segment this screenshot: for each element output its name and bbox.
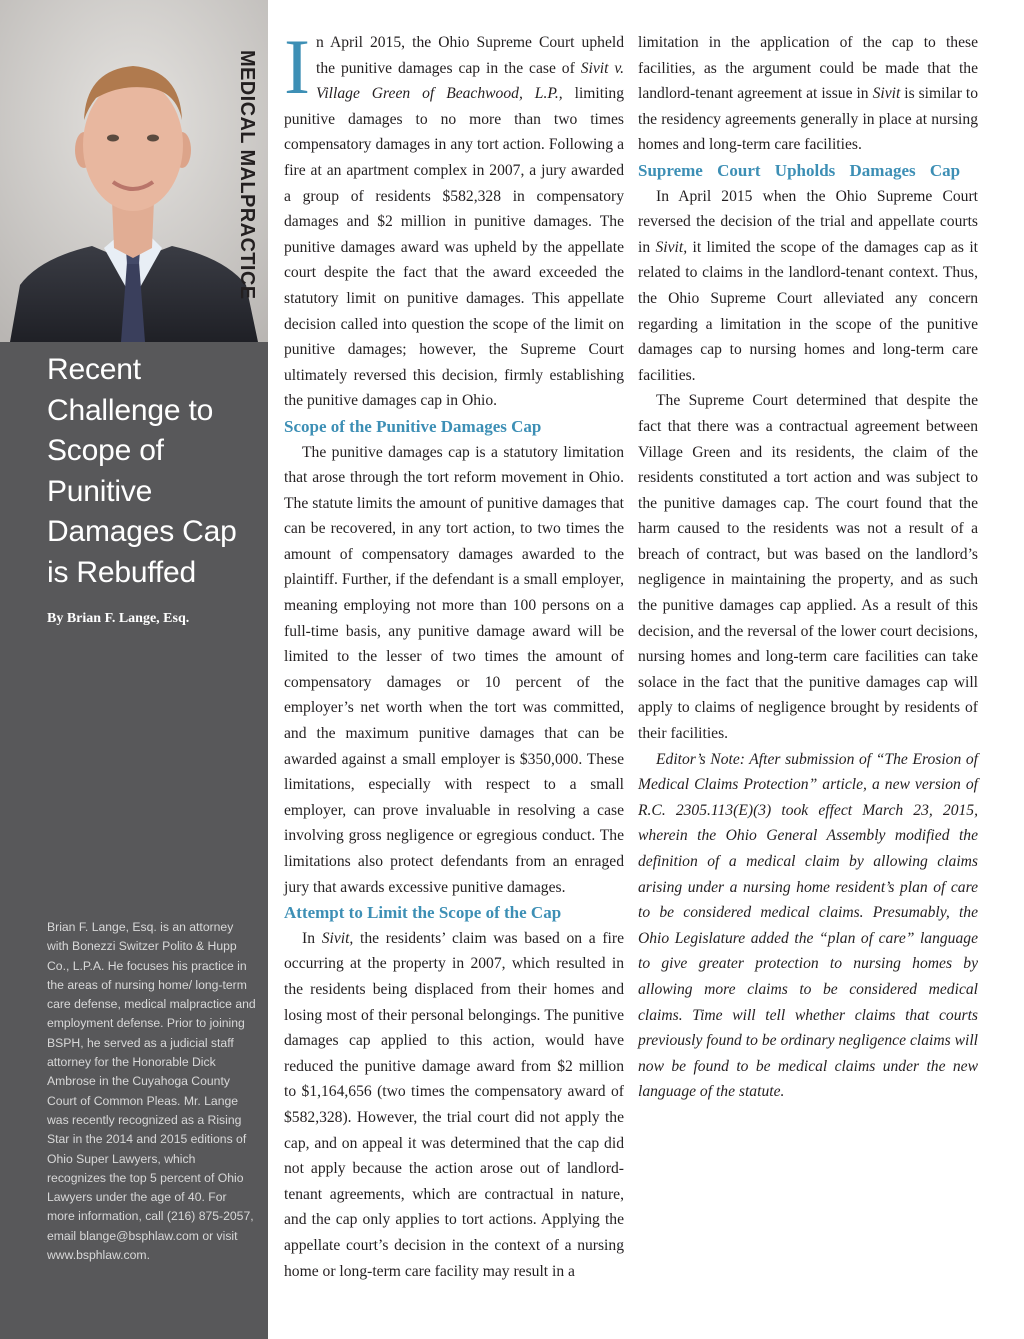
heading-scope: Scope of the Punitive Damages Cap <box>284 416 542 436</box>
case-short-name-3: Sivit, <box>655 238 688 256</box>
article-column-1 <box>284 23 624 1284</box>
attempt-paragraph <box>284 926 624 1284</box>
attempt-text-b-continued: limitation in the application of the cap to these facilities, as the argument could be made that the landlord-tenant agreement at issue in <box>638 34 978 103</box>
case-short-name-2-continued: Sivit <box>872 85 901 103</box>
upholds-text-b: it limited the scope of the damages cap as it related to claims in the landlord-tenant context. Thus, the Ohio Supreme Court alleviated any concern regarding a limitation in the scope of the punitive damages cap to nursing homes and long-term care facilities. <box>638 238 978 384</box>
scope-paragraph: The punitive damages cap is a statutory limitation that arose through the tort reform movement in Ohio. The statute limits the amount of punitive damages that can be recovered, in any tort action, to two times the amount of compensatory damages awarded to the plaintiff. Further, if the defendant is a small employer, meaning employing not more than 100 persons on a full-time basis, any punitive damage award will be limited to the lesser of two times the amount of compensatory damages or 10 percent of the employer’s net worth when the tort was committed, and the maximum punitive damages that can be awarded against a small employer is $350,000. These limitations, especially with respect to a small employer, can prove invaluable in resolving a case involving gross negligence or egregious conduct. The limitations also protect defendants from an enraged jury that awards excessive punitive damages. <box>284 443 624 896</box>
editors-note: Editor’s Note: After submission of “The Erosion of Medical Claims Protection” article, a new version of R.C. 2305.113(E)(3) took effect March 23, 2015, wherein the Ohio General Assembly modified the definition of a medical claim by allowing claims arising under a nursing home resident’s plan of care to be considered medical claims. Presumably, the Ohio Legislature added the “plan of care” language to give greater protection to nursing homes by allowing more claims to be considered medical claims. Time will tell whether claims that courts previously found to be ordinary negligence claims will now be found to be medical claims under the new language of the statute. <box>638 750 978 1101</box>
author-photo <box>0 0 268 342</box>
section-label <box>230 50 260 300</box>
section-label-text: MEDICAL MALPRACTICE <box>236 50 258 300</box>
upholds-text-a: In April 2015 when the Ohio Supreme Court reversed the decision of the trial and appellate courts in <box>638 187 978 256</box>
author-byline: By Brian F. Lange, Esq. <box>47 611 190 626</box>
attempt-text-c-continued: is similar to the residency agreements generally in place at nursing homes and long-term care facilities. <box>638 85 978 154</box>
intro-paragraph <box>284 23 624 414</box>
author-bio: Brian F. Lange, Esq. is an attorney with Bonezzi Switzer Polito & Hupp Co., L.P.A. He focuses his practice in the areas of nursing home/ long-term care defense, medical malpractice and employment defense. Prior to joining BSPH, he served as a judicial staff attorney for the Honorable Dick Ambrose in the Cuyahoga County Court of Common Pleas. Mr. Lange was recently recognized as a Rising Star in the 2014 and 2015 editions of Ohio Super Lawyers, which recognizes the top 5 percent of Ohio Lawyers under the age of 40. For more information, call (216) 875-2057, email blange@bsphlaw.com or visit www.bsphlaw.com. <box>47 920 256 1263</box>
intro-text-a: n April 2015, the Ohio Supreme Court upheld the punitive damages cap in the case of <box>315 34 624 77</box>
author-portrait-illustration <box>0 0 268 342</box>
attempt-text-b: the residents’ claim was based on a fire occurring at the property in 2007, which resulted in the residents being displaced from their homes and losing most of their personal belongings. The punitive damages cap applied to this action, would have reduced the punitive damage award from $2 million to $1,164,656 (two times the compensatory award of $582,328). However, the trial court did not apply the cap, and on appeal it was determined that the cap did not apply because the action arose out of landlord-tenant agreements, which are contractual in nature, and the cap only applies to tort actions. Applying the appellate court’s decision in the context of a nursing home or long-term care facility may result in a <box>284 929 624 1280</box>
case-name: Sivit v. Village Green of Beachwood, L.P., <box>315 59 624 103</box>
upholds-paragraph-2: The Supreme Court determined that despite the fact that there was a contractual agreement between Village Green and its residents, the claim of the residents constituted a tort action and was subject to the punitive damages cap. The court found that the harm caused to the residents was not a result of a breach of contract, but was based on the landlord’s negligence in maintaining the property, and as such the punitive damages cap applied. As a result of this decision, and the reversal of the lower court decisions, nursing homes and long-term care facilities can take solace in the fact that the punitive damages cap will apply to claims of negligence brought by residents of their facilities. <box>638 392 978 743</box>
attempt-text-a: In <box>302 929 322 947</box>
article-title: Recent Challenge to Scope of Punitive Damages Cap is Rebuffed <box>47 353 237 589</box>
heading-attempt: Attempt to Limit the Scope of the Cap <box>284 903 562 923</box>
intro-text-b: limiting punitive damages to no more than two times compensatory damages in any tort action. Following a fire at an apartment complex in 2007, a jury awarded a group of residents $582,328 in compensatory damages and $2 million in punitive damages. The punitive damages award was upheld by the appellate court despite the fact that the award exceeded the statutory limit on punitive damages. This appellate decision called into question the scope of the limit on punitive damages; however, the Supreme Court ultimately reversed this decision, firmly establishing the punitive damages cap in Ohio. <box>284 85 624 410</box>
upholds-paragraph-1 <box>638 184 978 389</box>
drop-cap: I <box>284 23 310 110</box>
attempt-paragraph-continued <box>638 30 978 158</box>
case-short-name: Sivit, <box>321 929 354 947</box>
heading-upholds: Supreme Court Upholds Damages Cap <box>638 160 961 180</box>
article-column-2 <box>638 30 978 1105</box>
author-sidebar <box>0 0 268 1339</box>
